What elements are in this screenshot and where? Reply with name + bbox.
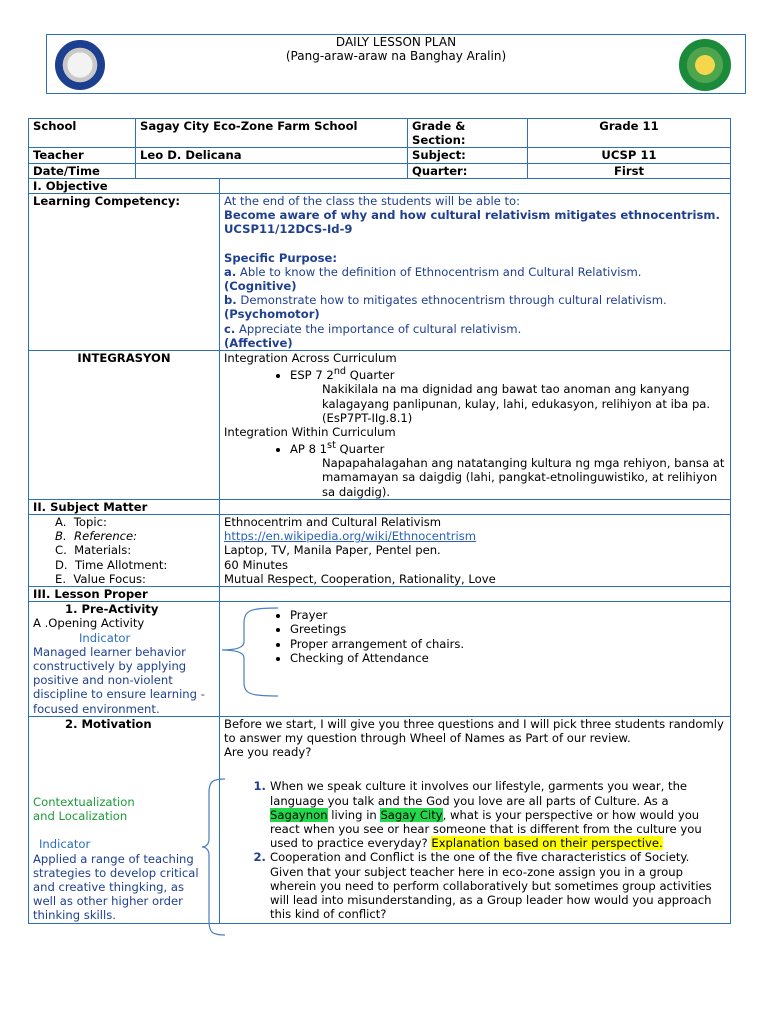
purpose-domain: (Cognitive) — [224, 279, 297, 294]
brace-icon — [220, 604, 284, 700]
competency-code: UCSP11/12DCS-Id-9 — [224, 222, 353, 237]
highlight-explanation: Explanation based on their perspective. — [431, 836, 663, 851]
list-item: • Proper arrangement of chairs. — [290, 637, 726, 651]
teacher-row — [29, 148, 731, 163]
highlight-sagay-city: Sagay City — [380, 807, 443, 822]
sm-materials: Laptop, TV, Manila Paper, Pentel pen. — [224, 543, 441, 558]
integration-row — [29, 351, 731, 500]
motivation-heading: 2. Motivation — [65, 716, 152, 731]
integration-item: • ESP 7 2nd Quarter — [290, 365, 726, 382]
list-item: • Greetings — [290, 622, 726, 636]
quarter-value: First — [528, 163, 731, 178]
motivation-cell — [29, 716, 220, 923]
lesson-proper-heading-row — [29, 587, 731, 602]
teacher-value: Leo D. Delicana — [136, 148, 408, 163]
purpose-item: c. Appreciate the importance of cultural relativism. — [224, 321, 522, 336]
sm-label: B. Reference: — [55, 529, 138, 544]
opening-activity-label: A .Opening Activity — [33, 616, 145, 631]
document-header — [46, 34, 746, 94]
integration-label: INTEGRASYON — [29, 351, 220, 500]
pre-activity-cell — [29, 602, 220, 717]
localization-label: and Localization — [33, 809, 128, 824]
subject-label: Subject: — [408, 148, 528, 163]
purpose-item: b. Demonstrate how to mitigates ethnocentrism through cultural relativism. — [224, 293, 667, 308]
school-row — [29, 119, 731, 148]
motivation-intro: Before we start, I will give you three questions and I will pick three students randomly to answer my question through Wheel of Names as Part of our review. — [224, 716, 724, 746]
brace-icon — [201, 777, 227, 937]
motivation-row — [29, 716, 731, 923]
objective-heading: I. Objective — [29, 178, 220, 193]
specific-purpose-heading: Specific Purpose: — [224, 250, 337, 265]
indicator-label: Indicator — [39, 837, 91, 852]
pre-activity-row — [29, 602, 731, 717]
sm-value-focus: Mutual Respect, Cooperation, Rationality, Love — [224, 571, 496, 586]
subject-matter-row — [29, 515, 731, 587]
datetime-label: Date/Time — [29, 163, 136, 178]
reference-link[interactable]: https://en.wikipedia.org/wiki/Ethnocentrism — [224, 529, 477, 544]
sm-topic: Ethnocentrim and Cultural Relativism — [224, 515, 442, 529]
sm-label: C. Materials: — [55, 543, 132, 558]
highlight-sagaynon: Sagaynon — [270, 807, 328, 822]
question-item: 1. When we speak culture it involves our lifestyle, garments you wear, the language you talk and the God you love are all parts of Culture. As a Sagaynon living in Sagay City, what is your perspective or how would you react when you see or hear someone that is different from the culture you used to practice everyday? Explanation based on their perspective. — [270, 779, 726, 850]
indicator-text: Managed learner behavior constructively by applying positive and non-violent discipline to ensure learning -focused environment. — [33, 644, 205, 716]
school-label: School — [29, 119, 136, 148]
subject-matter-heading-row — [29, 499, 731, 514]
question-item: 2. Cooperation and Conflict is the one of the five characteristics of Society. Given that your subject teacher here in eco-zone assign you in a group wherein you need to perform collaboratively but sometimes group activities will lead into misunderstanding, as a Group leader how would you approach this kind of conflict? — [270, 850, 726, 921]
teacher-label: Teacher — [29, 148, 136, 163]
lesson-plan-table — [28, 118, 731, 924]
motivation-content — [220, 716, 731, 923]
subject-matter-values — [220, 515, 731, 587]
sm-time: 60 Minutes — [224, 557, 289, 572]
indicator-text: Applied a range of teaching strategies to develop critical and creative thingking, as well as other higher order thinking skills. — [33, 851, 199, 923]
datetime-row — [29, 163, 731, 178]
list-item: • Prayer — [290, 608, 726, 622]
opening-activities-list — [224, 608, 726, 665]
document-title: DAILY LESSON PLAN — [335, 35, 457, 49]
school-value: Sagay City Eco-Zone Farm School — [136, 119, 408, 148]
subject-matter-labels — [29, 515, 220, 587]
document-subtitle: (Pang-araw-araw na Banghay Aralin) — [285, 49, 507, 63]
quarter-label: Quarter: — [408, 163, 528, 178]
competency-statement: Become aware of why and how cultural relativism mitigates ethnocentrism. — [224, 208, 720, 223]
grade-label: Grade & Section: — [408, 119, 528, 148]
ready-prompt: Are you ready? — [224, 745, 312, 760]
sm-label: E. Value Focus: — [55, 571, 146, 586]
objective-heading-row — [29, 178, 731, 193]
motivation-questions — [224, 779, 726, 921]
subject-value: UCSP 11 — [528, 148, 731, 163]
purpose-domain: (Affective) — [224, 335, 293, 350]
indicator-label: Indicator — [79, 630, 131, 645]
list-item: • Checking of Attendance — [290, 651, 726, 665]
integration-content: Integration Across Curriculum • ESP 7 2nd Quarter Nakikilala na ma dignidad ang bawat tao anoman ang kanyang kalagayang panlipunan, kulay, lahi, edukasyon, relihiyon at iba pa. (EsP7PT-IIg.8.1) Integration Within Curriculum • AP 8 1st Quarter Napapahalagahan ang natatanging kultura ng mga rehiyon, bansa at mamamayan sa daigdig (lahi, pangkat-etnolinguwistiko, at relihiyon sa daigdig). — [220, 351, 731, 500]
grade-value: Grade 11 — [528, 119, 731, 148]
competency-row — [29, 194, 731, 351]
integration-item: • AP 8 1st Quarter — [290, 439, 726, 456]
lesson-proper-heading: III. Lesson Proper — [29, 587, 220, 602]
school-seal-logo — [679, 39, 731, 91]
competency-label: Learning Competency: — [29, 194, 220, 351]
competency-content: At the end of the class the students will be able to: Become aware of why and how cultural relativism mitigates ethnocentrism. UCSP11/12DCS-Id-9 Specific Purpose: a. Able to know the definition of Ethnocentrism and Cultural Relativism. (Cognitive) b. Demonstrate how to mitigates ethnocentrism through cultural relativism. (Psychomotor) c. Appreciate the importance of cultural relativism. (Affective) — [220, 194, 731, 351]
datetime-value — [136, 163, 408, 178]
purpose-item: a. Able to know the definition of Ethnocentrism and Cultural Relativism. — [224, 264, 642, 279]
sm-label: D. Time Allotment: — [55, 557, 168, 572]
contextualization-label: Contextualization — [33, 795, 135, 810]
opening-activities-cell — [220, 602, 731, 717]
sm-label: A. Topic: — [55, 515, 107, 529]
purpose-domain: (Psychomotor) — [224, 307, 320, 322]
pre-activity-heading: 1. Pre-Activity — [65, 602, 159, 617]
subject-matter-heading: II. Subject Matter — [29, 499, 220, 514]
